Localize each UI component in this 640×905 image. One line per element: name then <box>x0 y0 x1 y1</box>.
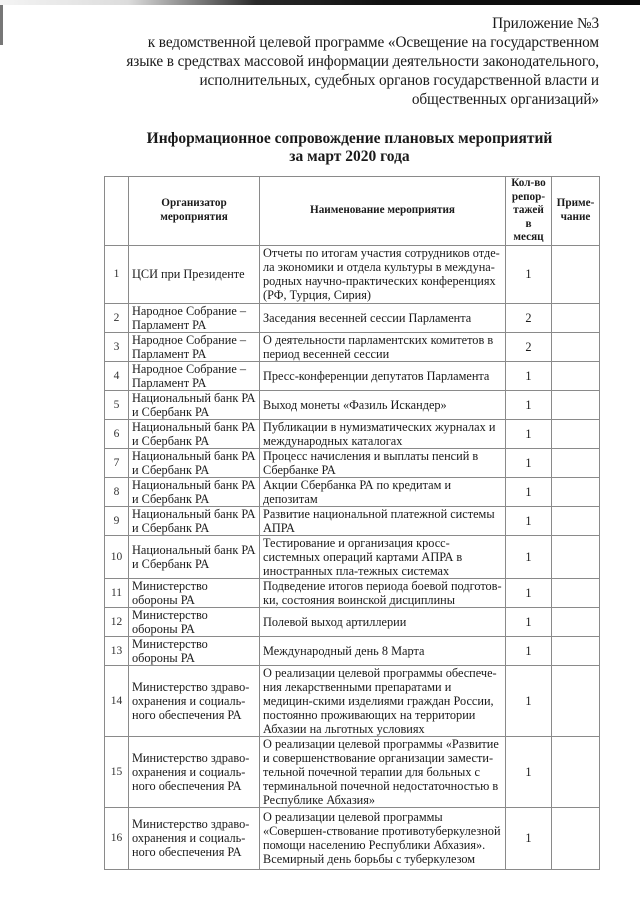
row-event-name: Тестирование и организация кросс-системных операций картами АПРА в иностранных пла-тежных системах <box>260 535 506 578</box>
page-title <box>104 130 595 166</box>
program-text-line-1: к ведомственной целевой программе «Освещение на государственном <box>147 34 599 51</box>
row-organizer: Народное Собрание – Парламент РА <box>129 332 260 361</box>
row-report-count: 1 <box>506 636 552 665</box>
row-report-count: 1 <box>506 448 552 477</box>
table-row <box>105 807 600 869</box>
row-note <box>552 807 600 869</box>
row-note <box>552 245 600 303</box>
row-event-name: Процесс начисления и выплаты пенсий в Сбербанке РА <box>260 448 506 477</box>
col-header-report-count: Кол-во репор-тажей в месяц <box>506 177 552 246</box>
events-table <box>104 176 600 870</box>
row-event-name: Пресс-конференции депутатов Парламента <box>260 361 506 390</box>
row-note <box>552 736 600 807</box>
row-number: 12 <box>105 607 129 636</box>
col-header-note: Приме-чание <box>552 177 600 246</box>
row-number: 13 <box>105 636 129 665</box>
row-event-name: О реализации целевой программы «Развитие и совершенствование организации замести-тельной почечной терапии для больных с терминальной почечной недостаточностью в Республике Абхазия» <box>260 736 506 807</box>
row-note <box>552 506 600 535</box>
document-header <box>39 14 599 109</box>
row-number: 1 <box>105 245 129 303</box>
row-event-name: Международный день 8 Марта <box>260 636 506 665</box>
row-organizer: Министерство здраво-охранения и социаль-ного обеспечения РА <box>129 807 260 869</box>
row-note <box>552 535 600 578</box>
table-row <box>105 303 600 332</box>
row-report-count: 1 <box>506 506 552 535</box>
row-report-count: 1 <box>506 807 552 869</box>
row-organizer: Национальный банк РА и Сбербанк РА <box>129 535 260 578</box>
row-number: 7 <box>105 448 129 477</box>
row-organizer: Национальный банк РА и Сбербанк РА <box>129 477 260 506</box>
row-organizer: Национальный банк РА и Сбербанк РА <box>129 390 260 419</box>
row-number: 9 <box>105 506 129 535</box>
row-organizer: Национальный банк РА и Сбербанк РА <box>129 448 260 477</box>
table-row <box>105 245 600 303</box>
row-organizer: Народное Собрание – Парламент РА <box>129 361 260 390</box>
table-row <box>105 448 600 477</box>
row-event-name: Подведение итогов периода боевой подготов-ки, состояния воинской дисциплины <box>260 578 506 607</box>
row-note <box>552 636 600 665</box>
table-row <box>105 607 600 636</box>
row-number: 4 <box>105 361 129 390</box>
row-report-count: 2 <box>506 303 552 332</box>
row-event-name: О реализации целевой программы «Совершен-ствование противотуберкулезной помощи населению Республики Абхазия». Всемирный день борьбы с туберкулезом <box>260 807 506 869</box>
row-organizer: Национальный банк РА и Сбербанк РА <box>129 419 260 448</box>
row-report-count: 1 <box>506 736 552 807</box>
table-row <box>105 535 600 578</box>
row-report-count: 1 <box>506 477 552 506</box>
row-event-name: Полевой выход артиллерии <box>260 607 506 636</box>
row-organizer: Народное Собрание – Парламент РА <box>129 303 260 332</box>
row-report-count: 1 <box>506 419 552 448</box>
table-row <box>105 361 600 390</box>
row-report-count: 1 <box>506 245 552 303</box>
row-note <box>552 578 600 607</box>
row-number: 6 <box>105 419 129 448</box>
table-row <box>105 636 600 665</box>
row-organizer: ЦСИ при Президенте <box>129 245 260 303</box>
row-report-count: 1 <box>506 535 552 578</box>
row-organizer: Министерство обороны РА <box>129 607 260 636</box>
program-text-line-2: языке в средствах массовой информации деятельности законодательного, <box>126 53 599 70</box>
table-row <box>105 390 600 419</box>
table-row <box>105 506 600 535</box>
title-line-1: Информационное сопровождение плановых мероприятий <box>146 130 553 147</box>
row-note <box>552 332 600 361</box>
row-event-name: Выход монеты «Фазиль Искандер» <box>260 390 506 419</box>
row-event-name: Акции Сбербанка РА по кредитам и депозитам <box>260 477 506 506</box>
program-text-line-4: общественных организаций» <box>411 91 599 108</box>
row-number: 8 <box>105 477 129 506</box>
row-note <box>552 419 600 448</box>
row-event-name: О деятельности парламентских комитетов в период весенней сессии <box>260 332 506 361</box>
row-event-name: Публикации в нумизматических журналах и международных каталогах <box>260 419 506 448</box>
row-event-name: О реализации целевой программы обеспече-ния лекарственными препаратами и медицин-скими изделиями граждан России, постоянно проживающих на территории Абхазии на льготных условиях <box>260 665 506 736</box>
table-header-row <box>105 177 600 246</box>
row-event-name: Развитие национальной платежной системы АПРА <box>260 506 506 535</box>
row-organizer: Министерство обороны РА <box>129 636 260 665</box>
row-note <box>552 665 600 736</box>
table-row <box>105 736 600 807</box>
row-organizer: Министерство здраво-охранения и социаль-ного обеспечения РА <box>129 665 260 736</box>
row-organizer: Министерство здраво-охранения и социаль-ного обеспечения РА <box>129 736 260 807</box>
table-row <box>105 477 600 506</box>
row-note <box>552 361 600 390</box>
row-report-count: 2 <box>506 332 552 361</box>
row-report-count: 1 <box>506 361 552 390</box>
row-number: 3 <box>105 332 129 361</box>
row-organizer: Министерство обороны РА <box>129 578 260 607</box>
row-report-count: 1 <box>506 578 552 607</box>
program-text-line-3: исполнительных, судебных органов государственной власти и <box>199 72 599 89</box>
row-note <box>552 303 600 332</box>
col-header-number <box>105 177 129 246</box>
scan-edge-artifact <box>0 0 640 5</box>
title-line-2: за март 2020 года <box>289 148 410 165</box>
row-number: 2 <box>105 303 129 332</box>
table-row <box>105 578 600 607</box>
row-number: 11 <box>105 578 129 607</box>
row-organizer: Национальный банк РА и Сбербанк РА <box>129 506 260 535</box>
row-number: 10 <box>105 535 129 578</box>
table-row <box>105 665 600 736</box>
row-note <box>552 390 600 419</box>
appendix-label: Приложение №3 <box>492 15 599 32</box>
col-header-organizer: Организатор мероприятия <box>129 177 260 246</box>
row-note <box>552 477 600 506</box>
scan-edge-artifact-left <box>0 5 3 45</box>
row-note <box>552 607 600 636</box>
row-report-count: 1 <box>506 390 552 419</box>
table-row <box>105 332 600 361</box>
row-number: 15 <box>105 736 129 807</box>
table-row <box>105 419 600 448</box>
row-number: 16 <box>105 807 129 869</box>
row-number: 5 <box>105 390 129 419</box>
row-report-count: 1 <box>506 607 552 636</box>
row-number: 14 <box>105 665 129 736</box>
row-event-name: Отчеты по итогам участия сотрудников отде-ла экономики и отдела культуры в междуна-родных научно-практических конференциях (РФ, Турция, Сирия) <box>260 245 506 303</box>
row-report-count: 1 <box>506 665 552 736</box>
row-event-name: Заседания весенней сессии Парламента <box>260 303 506 332</box>
col-header-event-name: Наименование мероприятия <box>260 177 506 246</box>
row-note <box>552 448 600 477</box>
